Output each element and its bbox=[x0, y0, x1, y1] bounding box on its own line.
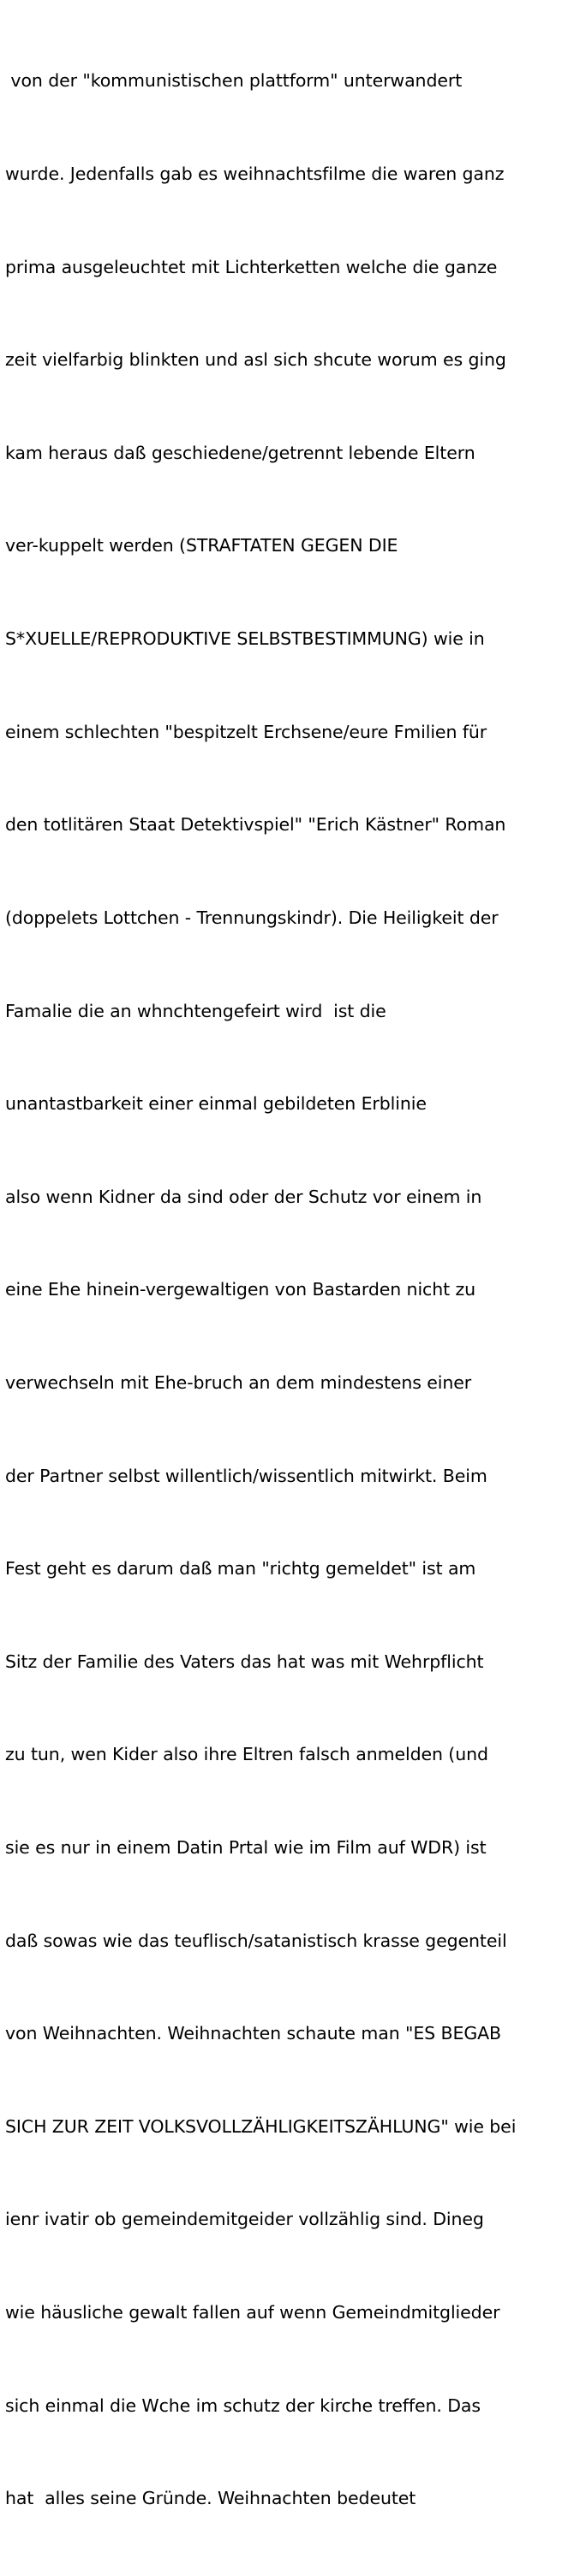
text-line: sich einmal die Wche im schutz der kirche treffen. Das bbox=[5, 2395, 481, 2416]
text-line: verwechseln mit Ehe-bruch an dem mindestens einer bbox=[5, 1371, 472, 1393]
document-text-block bbox=[5, 3, 584, 2576]
text-line: der Partner selbst willentlich/wissentlich mitwirkt. Beim bbox=[5, 1465, 487, 1486]
text-line: also wenn Kidner da sind oder der Schutz vor einem in bbox=[5, 1186, 482, 1207]
text-line: S*XUELLE/REPRODUKTIVE SELBSTBESTIMMUNG) wie in bbox=[5, 628, 485, 650]
text-line: daß sowas wie das teuflisch/satanistisch krasse gegenteil bbox=[5, 1930, 507, 1951]
text-line: prima ausgeleuchtet mit Lichterketten welche die ganze bbox=[5, 256, 498, 277]
text-line: den totlitären Staat Detektivspiel" "Erich Kästner" Roman bbox=[5, 814, 506, 836]
text-line: wie häusliche gewalt fallen auf wenn Gemeindmitglieder bbox=[5, 2302, 500, 2323]
text-line: von der "kommunistischen plattform" unterwandert bbox=[5, 70, 463, 92]
text-line: ienr ivatir ob gemeindemitgeider vollzählig sind. Dineg bbox=[5, 2209, 484, 2230]
text-line: (doppelets Lottchen - Trennungskindr). Die Heiligkeit der bbox=[5, 907, 499, 928]
text-line: zu tun, wen Kider also ihre Eltren falsch anmelden (und bbox=[5, 1744, 488, 1765]
text-line: Fest geht es darum daß man "richtg gemeldet" ist am bbox=[5, 1558, 476, 1580]
text-line: einem schlechten "bespitzelt Erchsene/eure Fmilien für bbox=[5, 721, 487, 742]
text-line: ver-kuppelt werden (STRAFTATEN GEGEN DIE bbox=[5, 535, 398, 556]
text-line: hat alles seine Gründe. Weihnachten bedeutet bbox=[5, 2488, 416, 2509]
text-line: SICH ZUR ZEIT VOLKSVOLLZÄHLIGKEITSZÄHLUNG" wie bei bbox=[5, 2115, 517, 2137]
text-line: Famalie die an whnchtengefeirt wird ist die bbox=[5, 1000, 386, 1021]
text-line: eine Ehe hinein-vergewaltigen von Bastarden nicht zu bbox=[5, 1279, 476, 1300]
text-line: unantastbarkeit einer einmal gebildeten Erblinie bbox=[5, 1093, 427, 1115]
text-line: von Weihnachten. Weihnachten schaute man "ES BEGAB bbox=[5, 2023, 502, 2044]
text-line: Sitz der Familie des Vaters das hat was mit Wehrpflicht bbox=[5, 1651, 484, 1672]
text-line: kam heraus daß geschiedene/getrennt lebende Eltern bbox=[5, 442, 475, 463]
text-line: zeit vielfarbig blinkten und asl sich shcute worum es ging bbox=[5, 349, 506, 371]
text-line: wurde. Jedenfalls gab es weihnachtsfilme die waren ganz bbox=[5, 164, 505, 185]
text-line: sie es nur in einem Datin Prtal wie im Film auf WDR) ist bbox=[5, 1836, 487, 1858]
